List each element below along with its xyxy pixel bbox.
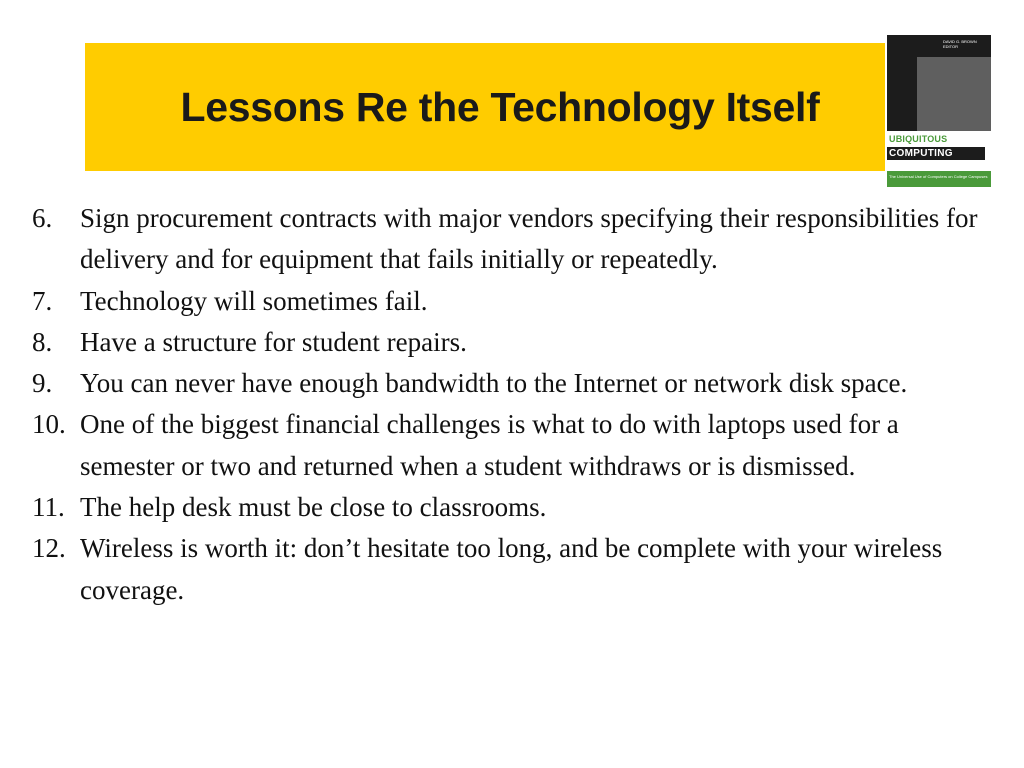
book-cover-grey-block bbox=[917, 57, 991, 131]
list-item bbox=[32, 487, 992, 528]
list-item-text: Sign procurement contracts with major vendors specifying their responsibilities for delivery and for equipment that fails initially or repeatedly. bbox=[80, 203, 978, 275]
book-cover-authors: DAVID G. BROWN EDITOR bbox=[943, 39, 977, 49]
list-item bbox=[32, 404, 992, 487]
list-item-number: 12. bbox=[32, 533, 66, 564]
slide-title: Lessons Re the Technology Itself bbox=[180, 84, 820, 130]
list-item-number: 7. bbox=[32, 285, 53, 316]
book-cover-title-line2: COMPUTING bbox=[887, 147, 985, 160]
list-item bbox=[32, 198, 992, 281]
book-cover-subtitle: The Universal Use of Computers on College Campuses bbox=[889, 174, 988, 179]
title-container bbox=[0, 43, 1024, 171]
list-item-number: 6. bbox=[32, 203, 53, 233]
book-cover-image bbox=[887, 35, 991, 187]
list-item-number: 9. bbox=[32, 368, 53, 399]
list-item bbox=[32, 281, 992, 322]
list-item-text: Wireless is worth it: don’t hesitate too long, and be complete with your wireless coverage. bbox=[80, 533, 943, 605]
list-item-number: 10. bbox=[32, 409, 66, 440]
list-item bbox=[32, 322, 992, 363]
list-item-text: You can never have enough bandwidth to the Internet or network disk space. bbox=[80, 368, 908, 399]
list-item-text: One of the biggest financial challenges is what to do with laptops used for a semester or two and returned when a student withdraws or is dismissed. bbox=[80, 409, 899, 481]
list-item-text: Have a structure for student repairs. bbox=[80, 326, 467, 357]
list-item-number: 8. bbox=[32, 326, 53, 357]
list-item bbox=[32, 528, 992, 611]
list-item-number: 11. bbox=[32, 492, 65, 523]
book-cover-title-line1: UBIQUITOUS bbox=[889, 134, 948, 144]
list-item bbox=[32, 363, 992, 404]
list-item-text: Technology will sometimes fail. bbox=[80, 285, 428, 316]
lessons-list bbox=[32, 198, 992, 611]
list-item-text: The help desk must be close to classrooms. bbox=[80, 492, 547, 523]
